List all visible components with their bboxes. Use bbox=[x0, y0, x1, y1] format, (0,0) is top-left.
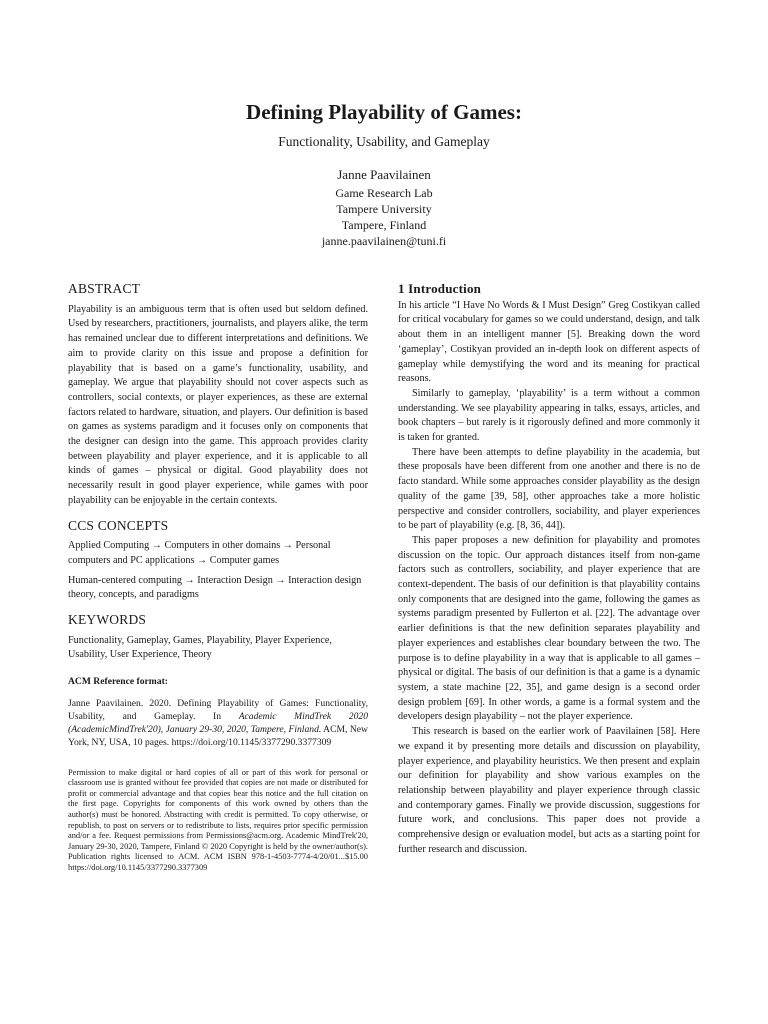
author-lab: Game Research Lab bbox=[335, 186, 433, 200]
permission-notice: Permission to make digital or hard copies of all or part of this work for personal or classroom use is granted without fee provided that copies are not made or distributed for profit or commercial advantage and that copies bear this notice and the full citation on the first page. Copyrights for components of this work owned by others than the author(s) must be honored. Abstracting with credit is permitted. To copy otherwise, or republish, to post on servers or to redistribute to lists, requires prior specific permission and/or a fee. Request permissions from Permissions@acm.org. Academic MindTrek'20, January 29-30, 2020, Tampere, Finland © 2020 Copyright is held by the owner/author(s). Publication rights licensed to ACM. ACM ISBN 978-1-4503-7774-4/20/01...$15.00 https://doi.org/10.1145/3377290.3377309 bbox=[68, 767, 368, 873]
ccs-section bbox=[68, 519, 368, 604]
abstract-section bbox=[68, 282, 368, 509]
keywords-heading: KEYWORDS bbox=[68, 612, 147, 628]
ccs-heading: CCS CONCEPTS bbox=[68, 517, 169, 533]
abstract-heading: ABSTRACT bbox=[68, 281, 141, 296]
intro-paragraph: Similarly to gameplay, ‘playability’ is a term without a common understanding. We see playability appearing in talks, essays, articles, and book chapters – but rarely is it rigorously defined and more commonly it is taken for granted. bbox=[398, 387, 700, 444]
reference-text bbox=[68, 697, 368, 750]
intro-paragraph: In his article “I Have No Words & I Must Design” Greg Costikyan called for critical vocabulary for games so we could understand, design, and talk about them in an intelligent manner [5]. Breaking down the word ‘gameplay’, Costikyan provided an in-depth look on different aspects of gameplay while demystifying the word and its meaning for practical reasons. bbox=[398, 299, 700, 385]
paper-title: Defining Playability of Games: bbox=[246, 100, 522, 124]
reference-heading: ACM Reference format: bbox=[68, 676, 168, 688]
introduction-section bbox=[398, 282, 700, 857]
keywords-text: Functionality, Gameplay, Games, Playability, Player Experience, Usability, User Experience, Theory bbox=[68, 634, 332, 661]
intro-paragraph: There have been attempts to define playability in the academia, but these proposals have been different from one another and there is no de facto standard. While some approaches consider playability as the design quality of the game [39, 58], other approaches take a more holistic perspective and consider controllers, sociability, and player experiences to be part of playability (e.g. [8, 36, 44]). bbox=[398, 446, 700, 532]
reference-section bbox=[68, 675, 368, 750]
intro-paragraph: This paper proposes a new definition for playability and promotes discussion on the topic. Our approach distances itself from non-game factors such as controllers, sociability, and player experience that are context-dependent. The basis of our definition is that playability contains only components that are designed into the game, following the games as systems paradigm presented by Fullerton et al. [22]. The advantage over earlier definitions is that the new definition separates playability and player experiences and establishes clear boundary between the two. The purpose is to define playability in a way that is applicable to all games – physical or digital. The basis of our definition is that a game is a dynamic system, a state machine [22, 35], and game design is a second order design problem [69]. In other words, a game is a formal system and the developers design playability – not the player experience. bbox=[398, 534, 700, 723]
reference-lead: Janne Paavilainen. 2020. Defining Playability of Games: Functionality, Usability, and Gameplay. In bbox=[68, 697, 368, 723]
ccs-item: Human-centered computing → Interaction Design → Interaction design theory, concepts, and paradigms bbox=[68, 574, 362, 601]
paper-subtitle: Functionality, Usability, and Gameplay bbox=[278, 134, 490, 149]
ccs-item: Applied Computing → Computers in other domains → Personal computers and PC applications → Computer games bbox=[68, 540, 331, 566]
reference-venue: Academic MindTrek 2020 (AcademicMindTrek'20), January 29-30, 2020, Tampere, Finland. bbox=[68, 711, 368, 736]
keywords-section bbox=[68, 613, 368, 663]
author-name: Janne Paavilainen bbox=[337, 167, 431, 182]
left-column bbox=[68, 282, 368, 874]
author-email: janne.paavilainen@tuni.fi bbox=[321, 234, 447, 248]
intro-paragraph: This research is based on the earlier work of Paavilainen [58]. Here we expand it by presenting more details and discussion on playability, player experience, and playability heuristics. We then present and explain our definition for playability and show various examples on the relationship between playability and player experience through classic and contemporary games. Finally we provide discussion, suggestions for future work, and conclusions. This paper does not provide a comprehensive design or evaluation model, but acts as a starting point for further research and discussion. bbox=[398, 726, 700, 855]
author-block bbox=[0, 167, 768, 249]
author-location: Tampere, Finland bbox=[341, 218, 427, 232]
abstract-text: Playability is an ambiguous term that is often used but seldom defined. Used by researchers, practitioners, journalists, and players alike, the term has remained unclear due to different interpretations and definitions. We aim to provide clarity on this issue and propose a definition for playability that is based on a game’s functionality, usability, and gameplay. We argue that playability should not cover aspects such as controllers, social contexts, or player experiences, as these are external factors related to hardware, situation, and players. Our definition is based on games as systems paradigm and it focuses only on components that the designer can design into the game. This approach provides clarity between playability and player experience, and it is applicable to all kinds of games – physical or digital. Good playability does not necessarily result in good player experience, while games with poor playability can be enjoyable in the certain contexts. bbox=[68, 303, 368, 506]
right-column bbox=[398, 282, 700, 857]
author-university: Tampere University bbox=[336, 202, 432, 216]
introduction-heading: 1 Introduction bbox=[398, 281, 482, 296]
reference-tail: ACM, New York, NY, USA, 10 pages. https://doi.org/10.1145/3377290.3377309 bbox=[68, 724, 368, 749]
